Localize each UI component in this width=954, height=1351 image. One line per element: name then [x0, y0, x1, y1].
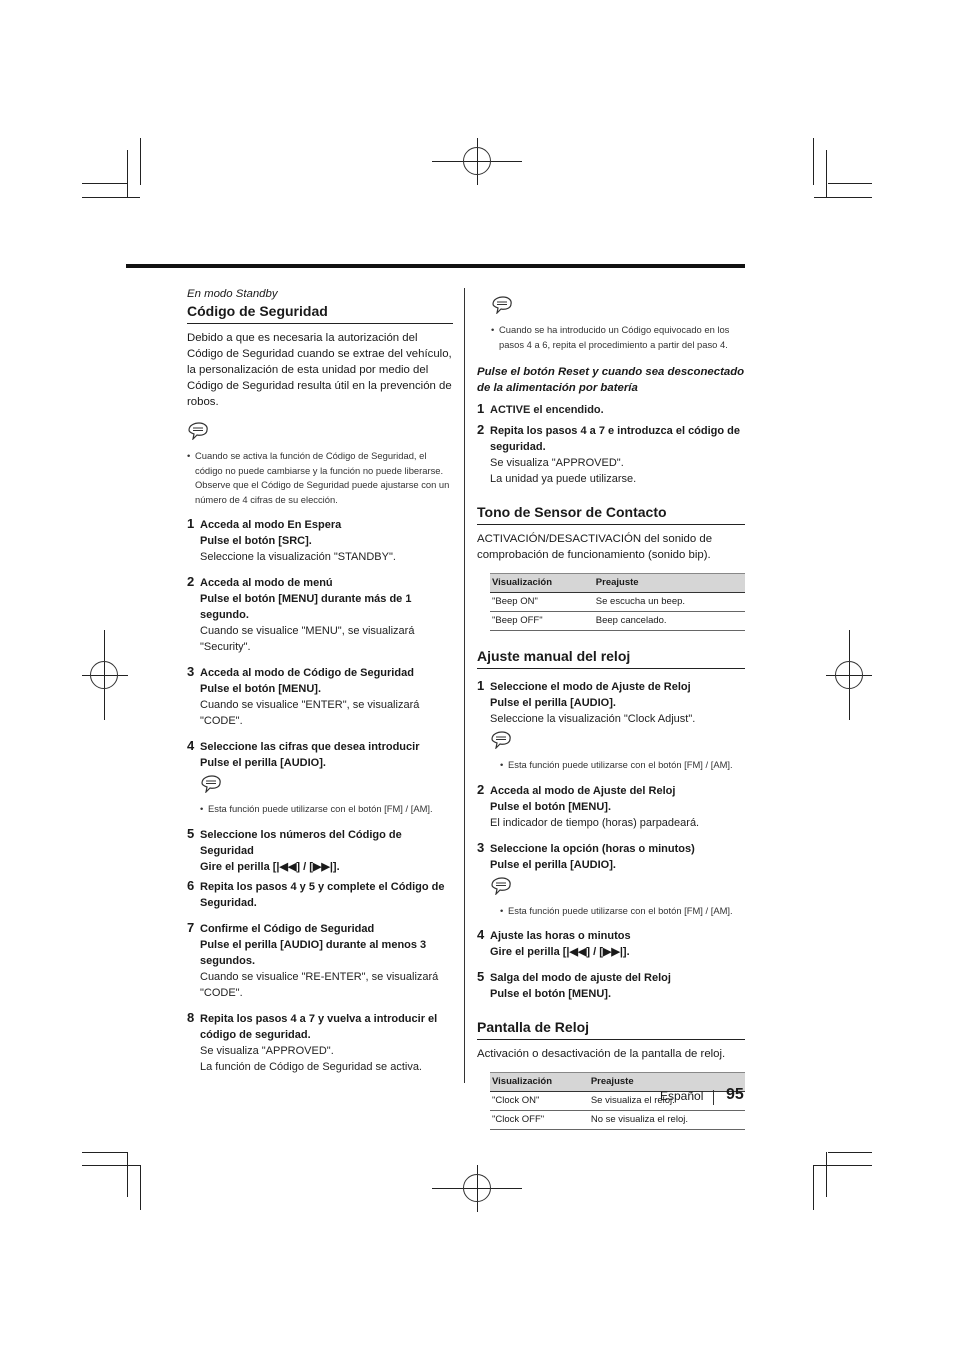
step-1 — [187, 517, 453, 565]
step-number: 7 — [187, 919, 195, 935]
step-result: Seleccione la visualización "STANDBY". — [200, 551, 396, 563]
registration-circle — [835, 661, 863, 689]
step-result: El indicador de tiempo (horas) parpadeará. — [490, 816, 700, 829]
step-title: Seleccione el modo de Ajuste de Reloj — [490, 681, 691, 693]
clock-step-2 — [477, 783, 745, 831]
step-title: Salga del modo de ajuste del Reloj — [490, 972, 671, 984]
reset-heading: Pulse el botón Reset y cuando sea desconectado de la alimentación por batería — [477, 366, 745, 394]
clock-step-5 — [477, 970, 745, 1002]
step-number: 2 — [477, 422, 485, 437]
step-number: 4 — [477, 927, 485, 942]
crop-mark — [82, 1165, 140, 1166]
note: • Esta función puede utilizarse con el botón [FM] / [AM]. — [500, 758, 745, 773]
step-title: Seleccione la opción (horas o minutos) — [490, 842, 695, 855]
step-action: Pulse el perilla [AUDIO] durante al menos 3 segundos. — [200, 938, 427, 967]
reset-step-2 — [477, 423, 745, 487]
step-action: Pulse el perilla [AUDIO]. — [200, 757, 326, 769]
note-text: Esta función puede utilizarse con el botón [FM] / [AM]. — [508, 904, 733, 916]
mode-note: En modo Standby — [187, 288, 278, 300]
header-rule — [126, 264, 745, 268]
table-row — [490, 612, 745, 631]
note: • Esta función puede utilizarse con el botón [FM] / [AM]. — [500, 904, 745, 919]
step-4 — [187, 739, 453, 817]
step-number: 6 — [187, 877, 195, 893]
table-header: Preajuste — [589, 1073, 745, 1092]
reset-step-1 — [477, 402, 745, 418]
step-3 — [187, 665, 453, 729]
crop-mark — [82, 183, 128, 184]
step-6 — [187, 879, 453, 911]
table-header: Visualización — [490, 1073, 589, 1092]
crop-mark — [826, 150, 827, 198]
crop-mark — [828, 183, 872, 184]
table-row — [490, 593, 745, 612]
note-icon — [491, 296, 513, 314]
table-header: Visualización — [490, 574, 594, 593]
crop-mark — [82, 197, 140, 198]
note-text: Cuando se activa la función de Código de Seguridad, el código no puede cambiarse y la función no puede liberarse. — [195, 450, 444, 476]
column-divider — [464, 288, 465, 1083]
step-title: Repita los pasos 4 a 7 e introduzca el código de seguridad. — [490, 425, 741, 453]
table-cell: Se visualiza el reloj. — [589, 1092, 745, 1111]
section-title-security-code: Código de Seguridad — [187, 302, 453, 324]
table-row — [490, 1092, 745, 1111]
step-number: 8 — [187, 1009, 195, 1025]
step-number: 1 — [477, 401, 485, 416]
step-result: Cuando se visualice "RE-ENTER", se visualizará "CODE". — [200, 970, 439, 999]
footer-language: Español — [660, 1089, 704, 1103]
step-result: Cuando se visualice "MENU", se visualizará "Security". — [200, 625, 415, 653]
table-header: Preajuste — [594, 574, 745, 593]
touch-settings-table — [490, 573, 745, 631]
step-title: Acceda al modo de menú — [200, 577, 333, 589]
registration-circle — [90, 661, 118, 689]
registration-circle — [463, 147, 491, 175]
step-action: Gire el perilla [|◀◀] / [▶▶|]. — [490, 946, 630, 958]
clock-step-1 — [477, 679, 745, 773]
crop-mark — [127, 1152, 128, 1197]
table-row — [490, 1111, 745, 1130]
step-result: Cuando se visualice "ENTER", se visualizará "CODE". — [200, 699, 420, 727]
registration-circle — [463, 1174, 491, 1202]
step-result: La función de Código de Seguridad se activa. — [200, 1060, 422, 1073]
crop-mark — [140, 138, 141, 185]
left-column — [187, 286, 453, 1075]
step-title: Ajuste las horas o minutos — [490, 930, 631, 942]
step-title: Acceda al modo de Ajuste del Reloj — [490, 784, 676, 797]
step-result: La unidad ya puede utilizarse. — [490, 473, 637, 485]
step-title: Seleccione los números del Código de Seguridad — [200, 828, 402, 857]
step-action: Pulse el botón [MENU]. — [490, 800, 611, 813]
display-description: Activación o desactivación de la pantalla de reloj. — [477, 1048, 726, 1060]
crop-mark — [140, 1165, 141, 1210]
table-cell: No se visualiza el reloj. — [589, 1111, 745, 1130]
note-icon — [490, 877, 512, 895]
note-text: Cuando se ha introducido un Código equivocado en los pasos 4 a 6, repita el procedimiento a partir del paso 4. — [499, 324, 730, 350]
step-number: 3 — [187, 664, 195, 679]
section-title-clock-display: Pantalla de Reloj — [477, 1018, 745, 1040]
note-text: Observe que el Código de Seguridad puede ajustarse con un número de 4 cifras de su elección. — [195, 479, 450, 505]
step-title: Confirme el Código de Seguridad — [200, 922, 375, 935]
step-title: Repita los pasos 4 y 5 y complete el Código de Seguridad. — [200, 880, 445, 909]
table-cell: "Beep ON" — [490, 593, 594, 612]
touch-description: ACTIVACIÓN/DESACTIVACIÓN del sonido de comprobación de funcionamiento (sonido bip). — [477, 533, 713, 561]
step-number: 5 — [477, 969, 485, 984]
crop-mark — [813, 1165, 814, 1210]
step-action: Pulse el perilla [AUDIO]. — [490, 697, 616, 709]
crop-mark — [82, 1152, 128, 1153]
step-title: Acceda al modo de Código de Seguridad — [200, 667, 414, 679]
crop-mark — [826, 1152, 827, 1197]
step-2 — [187, 575, 453, 655]
note: • Cuando se ha introducido un Código equivocado en los pasos 4 a 6, repita el procedimiento a partir del paso 4. — [491, 323, 745, 352]
step-action: Gire el perilla [|◀◀] / [▶▶|]. — [200, 860, 340, 873]
table-cell: Se escucha un beep. — [594, 593, 745, 612]
crop-mark — [127, 150, 128, 198]
table-cell: "Clock ON" — [490, 1092, 589, 1111]
step-action: Pulse el botón [MENU] durante más de 1 segundo. — [200, 593, 412, 621]
crop-mark — [814, 1165, 872, 1166]
crop-mark — [814, 197, 872, 198]
note: • Esta función puede utilizarse con el botón [FM] / [AM]. — [200, 802, 453, 817]
crop-mark — [813, 138, 814, 185]
note-text: Esta función puede utilizarse con el botón [FM] / [AM]. — [208, 803, 433, 814]
footer-divider — [713, 1090, 714, 1105]
step-action: Pulse el botón [MENU]. — [490, 988, 611, 1000]
step-5 — [187, 827, 453, 875]
step-8 — [187, 1011, 453, 1075]
table-cell: "Beep OFF" — [490, 612, 594, 631]
step-title: Repita los pasos 4 a 7 y vuelva a introducir el código de seguridad. — [200, 1012, 438, 1041]
step-result: Se visualiza "APPROVED". — [200, 1044, 334, 1057]
step-number: 1 — [187, 516, 195, 531]
note-icon — [490, 731, 512, 749]
table-cell: Beep cancelado. — [594, 612, 745, 631]
step-action: Pulse el botón [MENU]. — [200, 683, 321, 695]
table-cell: "Clock OFF" — [490, 1111, 589, 1130]
step-title: Acceda al modo En Espera — [200, 519, 342, 531]
display-settings-table — [490, 1072, 745, 1130]
clock-step-3 — [477, 841, 745, 919]
step-action: Pulse el perilla [AUDIO]. — [490, 858, 616, 871]
right-column — [477, 292, 745, 1130]
step-action: Pulse el botón [SRC]. — [200, 535, 312, 547]
step-number: 4 — [187, 738, 195, 753]
step-number: 5 — [187, 825, 195, 841]
note-text: Esta función puede utilizarse con el botón [FM] / [AM]. — [508, 759, 733, 770]
step-number: 1 — [477, 678, 485, 693]
section-title-clock-adjust: Ajuste manual del reloj — [477, 647, 745, 669]
note: • Cuando se activa la función de Código de Seguridad, el código no puede cambiarse y la función no puede liberarse. Observe que el Código de Seguridad puede ajustarse con un número de 4 cifras de su elección. — [187, 449, 453, 507]
step-title: ACTIVE el encendido. — [490, 404, 604, 416]
clock-step-4 — [477, 928, 745, 960]
step-number: 2 — [477, 781, 485, 797]
step-result: Se visualiza "APPROVED". — [490, 457, 624, 469]
step-number: 3 — [477, 839, 485, 855]
note-icon — [187, 422, 209, 440]
crop-mark — [828, 1152, 872, 1153]
page-number: 95 — [726, 1086, 744, 1103]
note-icon — [200, 775, 222, 793]
step-title: Seleccione las cifras que desea introducir — [200, 741, 420, 753]
step-number: 2 — [187, 574, 195, 589]
step-7 — [187, 921, 453, 1001]
section-title-touch-sensor: Tono de Sensor de Contacto — [477, 503, 745, 525]
step-result: Seleccione la visualización "Clock Adjust". — [490, 713, 696, 725]
intro-paragraph: Debido a que es necesaria la autorización del Código de Seguridad cuando se extrae del vehículo, la personalización de esta unidad por medio del Código de Seguridad resulta útil en la prevención de robos. — [187, 332, 452, 408]
